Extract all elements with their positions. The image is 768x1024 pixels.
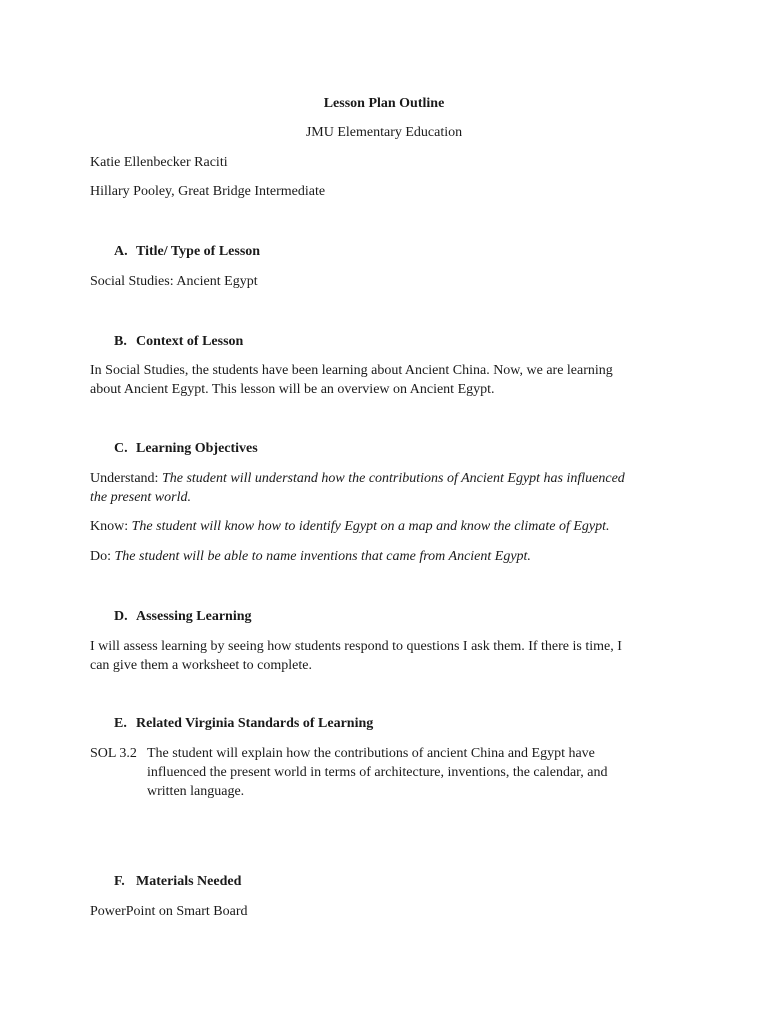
objective-know-label: Know: (90, 519, 132, 534)
sol-line-2: influenced the present world in terms of architecture, inventions, the calendar, and (147, 765, 608, 780)
section-e-letter: E. (114, 716, 127, 731)
sol-label: SOL 3.2 (90, 746, 137, 761)
objective-understand-line-2: the present world. (90, 490, 191, 505)
section-a-body: Social Studies: Ancient Egypt (90, 274, 258, 289)
section-a-heading (114, 242, 260, 261)
sol-line-3: written language. (147, 784, 245, 799)
author-name: Katie Ellenbecker Raciti (90, 155, 228, 170)
section-b-letter: B. (114, 334, 127, 349)
program-name: JMU Elementary Education (305, 125, 463, 140)
sol-entry (90, 744, 690, 804)
objective-know-text: The student will know how to identify Egypt on a map and know the climate of Egypt. (131, 519, 610, 534)
sol-line-1: The student will explain how the contributions of ancient China and Egypt have (147, 746, 595, 761)
section-d-heading (114, 607, 252, 626)
objective-do-text: The student will be able to name inventions that came from Ancient Egypt. (114, 549, 531, 564)
page-title: Lesson Plan Outline (323, 96, 445, 111)
section-e-heading (114, 714, 373, 733)
section-c-letter: C. (114, 441, 128, 456)
section-d-letter: D. (114, 609, 128, 624)
objective-understand-text: The student will understand how the contributions of Ancient Egypt has influenced (161, 471, 625, 486)
sol-description (147, 744, 667, 801)
section-f-letter: F. (114, 874, 125, 889)
objective-know (90, 517, 610, 536)
section-d-line-2: can give them a worksheet to complete. (90, 658, 312, 673)
mentor-name: Hillary Pooley, Great Bridge Intermediate (90, 184, 326, 199)
section-f-body: PowerPoint on Smart Board (90, 904, 248, 919)
section-c-heading (114, 439, 258, 458)
objective-do (90, 547, 531, 566)
section-b-line-2: about Ancient Egypt. This lesson will be an overview on Ancient Egypt. (90, 382, 495, 397)
section-a-title: Title/ Type of Lesson (136, 244, 261, 259)
objective-understand-label: Understand: (90, 471, 162, 486)
section-d-line-1: I will assess learning by seeing how students respond to questions I ask them. If there is time, I (90, 639, 622, 654)
section-a-letter: A. (114, 244, 128, 259)
section-f-title: Materials Needed (136, 874, 242, 889)
section-b-line-1: In Social Studies, the students have been learning about Ancient China. Now, we are learning (90, 363, 613, 378)
section-b-heading (114, 332, 243, 351)
section-c-title: Learning Objectives (136, 441, 258, 456)
section-f-heading (114, 872, 241, 891)
section-b-title: Context of Lesson (136, 334, 244, 349)
section-d-title: Assessing Learning (136, 609, 252, 624)
section-e-title: Related Virginia Standards of Learning (136, 716, 374, 731)
objective-do-label: Do: (90, 549, 115, 564)
objective-understand-line-1 (90, 469, 625, 488)
